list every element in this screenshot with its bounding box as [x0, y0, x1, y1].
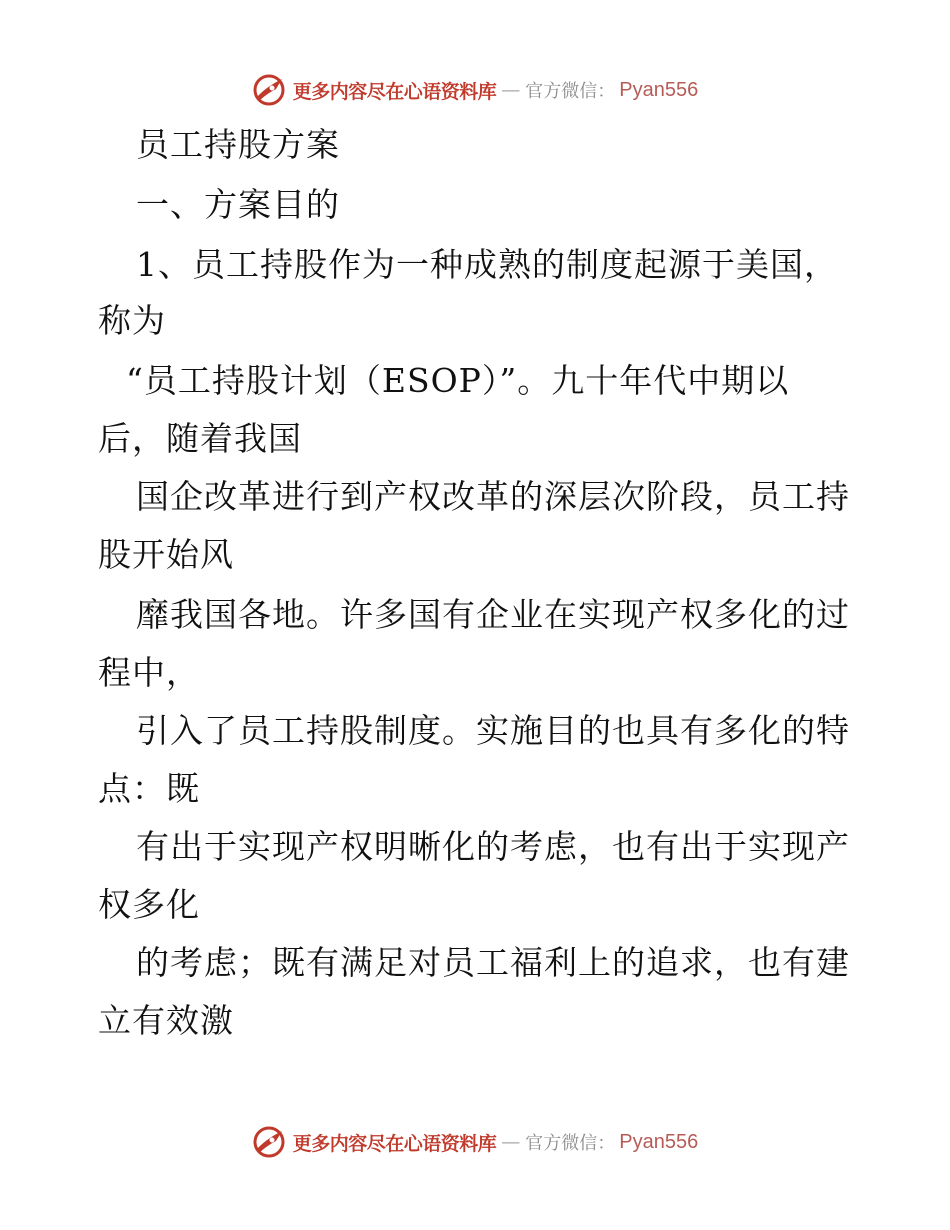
banner-text: 更多内容尽在心语资料库 — [292, 80, 497, 103]
paragraph-line: 引入了员工持股制度。实施目的也具有多化的特 — [136, 711, 850, 750]
paragraph-line: 股开始风 — [98, 535, 234, 574]
banner-wechat-id: Pyan556 — [619, 1130, 699, 1153]
paragraph-line: 有出于实现产权明晰化的考虑，也有出于实现产 — [136, 827, 850, 866]
footer-banner — [0, 1125, 950, 1159]
header-banner — [0, 73, 950, 107]
paragraph-line: “员工持股计划（ESOP）”。九十年代中期以 — [126, 361, 790, 400]
banner-label: 官方微信： — [525, 81, 616, 102]
paragraph-line: 1、员工持股作为一种成熟的制度起源于美国， — [136, 245, 838, 284]
banner-label: 官方微信： — [525, 1133, 616, 1154]
paragraph-line: 点：既 — [98, 769, 200, 808]
section-heading: 一、方案目的 — [136, 185, 340, 224]
banner-dash: — — [501, 79, 521, 101]
pen-logo-icon — [252, 1125, 286, 1159]
document-title: 员工持股方案 — [136, 125, 340, 164]
paragraph-line: 权多化 — [98, 885, 200, 924]
paragraph-line: 立有效激 — [98, 1001, 234, 1040]
pen-logo-icon — [252, 73, 286, 107]
banner-wechat-id: Pyan556 — [619, 78, 699, 101]
paragraph-line: 的考虑；既有满足对员工福利上的追求，也有建 — [136, 943, 850, 982]
paragraph-line: 靡我国各地。许多国有企业在实现产权多化的过 — [136, 595, 850, 634]
paragraph-line: 程中， — [98, 653, 200, 692]
paragraph-line: 后，随着我国 — [98, 419, 302, 458]
banner-dash: — — [501, 1131, 521, 1153]
banner-text: 更多内容尽在心语资料库 — [292, 1132, 497, 1155]
paragraph-line: 国企改革进行到产权改革的深层次阶段，员工持 — [136, 477, 850, 516]
paragraph-line: 称为 — [98, 301, 166, 340]
